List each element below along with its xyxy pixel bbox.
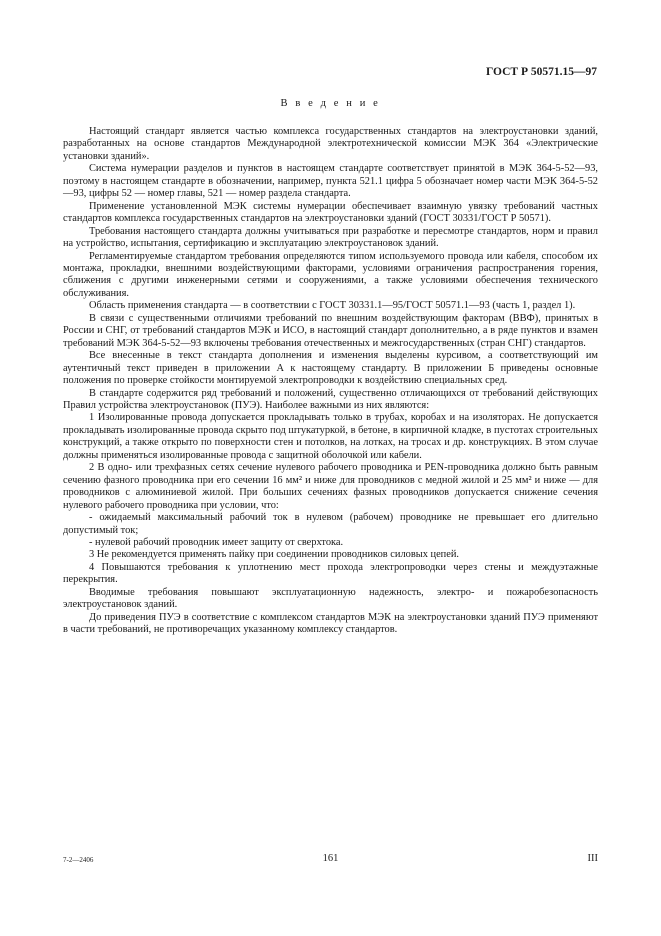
paragraph-item-3: 3 Не рекомендуется применять пайку при соединении проводников силовых цепей.: [89, 549, 460, 561]
print-code: 7-2—2406: [63, 856, 94, 864]
paragraph: Регламентируемые стандартом требования определяются типом используемого провода или кабеля, способом их монтажа, прокладки, внешними воздействующими факторами, условиями ограничения распространения горения, сближения с другими инженерными сетями и сооружениями, а также условиями обеспечения технического обслуживания.: [63, 250, 598, 299]
paragraph: Все внесенные в текст стандарта дополнения и изменения выделены курсивом, а соответствующий им аутентичный текст приведен в приложении А к настоящему стандарту. В приложении Б приведены основные положения по проверке стойкости монтируемой электропроводки к воздействию специальных сред.: [63, 350, 598, 387]
page-number: 161: [322, 853, 339, 864]
paragraph: Применение установленной МЭК системы нумерации обеспечивает взаимную увязку требований частных стандартов комплекса государственных стандартов на электроустановки зданий (ГОСТ 30331/ГОСТ Р 50571).: [63, 200, 598, 225]
paragraph-item-2: 2 В одно- или трехфазных сетях сечение нулевого рабочего проводника и PEN-проводника должно быть равным сечению фазного проводника при его сечении 16 мм² и ниже для проводников с медной жилой и 25 мм² и ниже — для проводников с алюминиевой жилой. При больших сечениях фазных проводников допускается снижение сечения нулевого рабочего проводника при условии, что:: [63, 462, 598, 511]
dash-item: - нулевой рабочий проводник имеет защиту от сверхтока.: [89, 536, 344, 548]
paragraph: В связи с существенными отличиями требований по внешним воздействующим факторам (ВВФ), принятых в России и СНГ, от требований стандартов МЭК и ИСО, в настоящий стандарт дополнительно, а в ряде пунктов и взамен требований МЭК 364-5-52—93 включены требования отечественных и межгосударственных (стран СНГ) стандартов.: [63, 312, 598, 349]
paragraph: Требования настоящего стандарта должны учитываться при разработке и пересмотре стандартов, норм и правил на устройство, испытания, сертификацию и эксплуатацию электроустановок зданий.: [63, 225, 598, 250]
roman-page-number: III: [587, 853, 598, 864]
document-code-header: ГОСТ Р 50571.15—97: [486, 66, 597, 78]
body-text: [63, 126, 598, 637]
paragraph: Настоящий стандарт является частью комплекса государственных стандартов на электроустановки зданий, разработанных на основе стандартов Международной электротехнической комиссии МЭК 364 «Электрические установки зданий».: [63, 126, 598, 162]
paragraph: Вводимые требования повышают эксплуатационную надежность, электро- и пожаробезопасность электроустановок зданий.: [63, 586, 598, 611]
section-title: В в е д е н и е: [280, 98, 381, 109]
paragraph-item-1: 1 Изолированные провода допускается прокладывать только в трубах, коробах и на изоляторах. Не допускается прокладывать изолированные провода скрыто под штукатуркой, в бетоне, в кирпичной кладке, в пустотах строительных конструкций, а также открыто по поверхности стен и потолков, на лотках, на тросах и др. конструкциях. В этом случае должны применяться изолированные провода с защитной оболочкой или кабели.: [63, 412, 598, 461]
paragraph: В стандарте содержится ряд требований и положений, существенно отличающихся от требований действующих Правил устройства электроустановок (ПУЭ). Наиболее важными из них являются:: [63, 387, 598, 411]
paragraph-item-4: 4 Повышаются требования к уплотнению мест прохода электропроводки через стены и междуэтажные перекрытия.: [63, 561, 598, 586]
paragraph: Система нумерации разделов и пунктов в настоящем стандарте соответствует принятой в МЭК 364-5-52—93, поэтому в настоящем стандарте в обозначении, например, пункта 521.1 цифра 5 обозначает номер части МЭК 364-5-52—93, цифры 52 — номер главы, 521 — номер раздела стандарта.: [63, 163, 598, 200]
paragraph: До приведения ПУЭ в соответствие с комплексом стандартов МЭК на электроустановки зданий ПУЭ применяют в части требований, не противоречащих указанному комплексу стандартов.: [63, 611, 598, 636]
paragraph: Область применения стандарта — в соответствии с ГОСТ 30331.1—95/ГОСТ 50571.1—93 (часть 1, раздел 1).: [89, 300, 576, 312]
dash-item: - ожидаемый максимальный рабочий ток в нулевом (рабочем) проводнике не превышает его длительно допустимый ток;: [63, 512, 598, 536]
